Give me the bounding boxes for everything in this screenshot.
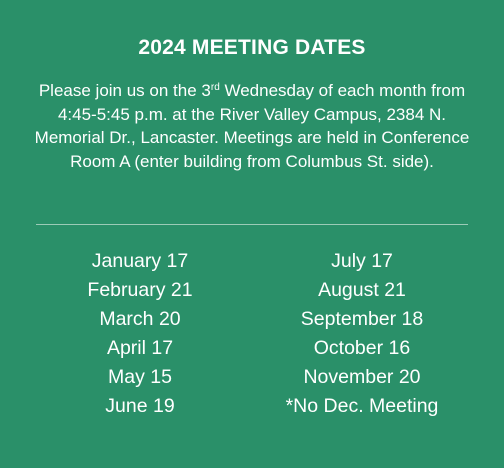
dates-column-right (262, 247, 462, 421)
date-item: March 20 (99, 308, 181, 330)
date-item: November 20 (303, 366, 421, 388)
date-item: February 21 (87, 279, 193, 301)
date-item: April 17 (106, 337, 174, 359)
intro-paragraph (30, 79, 474, 173)
ordinal-suffix: rd (210, 82, 220, 93)
intro-text-start: Please join us on the 3 (38, 81, 211, 100)
date-item: August 21 (318, 279, 406, 301)
date-item: June 19 (105, 395, 175, 417)
date-item: *No Dec. Meeting (285, 395, 439, 417)
page-title: 2024 MEETING DATES (138, 36, 366, 59)
date-item: January 17 (91, 250, 189, 272)
date-item: May 15 (108, 366, 172, 388)
divider (36, 224, 468, 225)
intro-text-rest: Wednesday of each month from 4:45-5:45 p.m. at the River Valley Campus, 2384 N. Memorial Dr., Lancaster. Meetings are held in Conference Room A (enter building from Columbus St. side). (34, 81, 470, 171)
dates-column-left (40, 247, 240, 421)
date-item: September 18 (300, 308, 424, 330)
date-item: July 17 (331, 250, 393, 272)
date-item: October 16 (313, 337, 411, 359)
